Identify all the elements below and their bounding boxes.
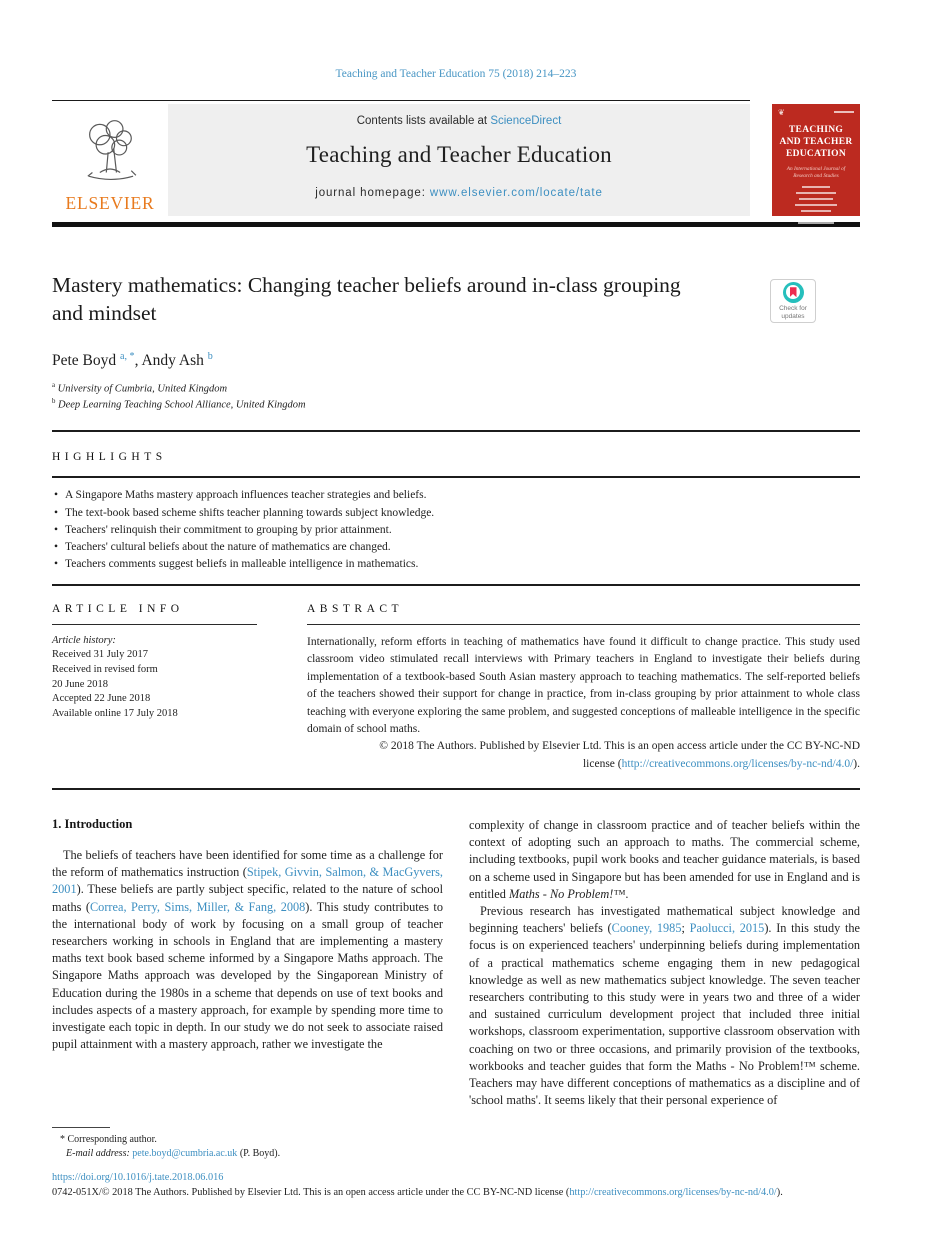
email-link[interactable]: pete.boyd@cumbria.ac.uk: [132, 1148, 238, 1160]
text-segment: complexity of change in classroom practice and of teacher beliefs within the context of adopting such an approach to maths. The commercial scheme, including textbooks, pupil work books and teacher guidance materials, is based on a scheme used in Singapore but has been amended for use in England and is entitled: [469, 817, 860, 901]
doi-link[interactable]: https://doi.org/10.1016/j.tate.2018.06.016: [52, 1171, 224, 1183]
text-segment: E-mail address:: [66, 1148, 133, 1160]
history-line: Received 31 July 2017: [52, 649, 148, 661]
citation-link-cooney-1985[interactable]: Cooney, 1985: [611, 921, 682, 936]
abstract-copyright: [307, 738, 860, 773]
text-segment: Pete Boyd: [52, 351, 121, 369]
highlight-item: • Teachers comments suggest beliefs in malleable intelligence in mathematics.: [54, 556, 860, 573]
history-line: Available online 17 July 2018: [52, 708, 178, 720]
citation-link-correa-2008[interactable]: Correa, Perry, Sims, Miller, & Fang, 2008: [89, 899, 306, 914]
cover-title: TEACHING AND TEACHER EDUCATION: [779, 125, 853, 159]
masthead-banner: [168, 104, 750, 216]
authors-line: [52, 351, 860, 370]
body-paragraph: [52, 847, 443, 1053]
journal-citation: Teaching and Teacher Education 75 (2018) 214–223: [335, 68, 577, 80]
text-segment: Contents lists available at: [356, 115, 491, 127]
article-history-label: Article history:: [52, 634, 116, 646]
text-segment: ). These beliefs are partly subject specific, related to the nature of school maths (: [52, 882, 443, 914]
citation-link-stipek-2001[interactable]: Stipek, Givvin, Salmon, & MacGyvers, 2001: [52, 865, 443, 897]
text-segment: 0742-051X/© 2018 The Authors. Published by Elsevier Ltd. This is an open access article under the CC BY-NC-ND license (: [52, 1186, 570, 1198]
history-line: Accepted 22 June 2018: [52, 693, 151, 705]
history-line: Received in revised form: [52, 664, 158, 676]
text-segment: Previous research has investigated mathematical subject knowledge and beginning teachers' beliefs (: [469, 903, 860, 936]
body-left-column: [52, 817, 443, 1162]
highlights-list: [54, 487, 860, 573]
text-segment: ).: [776, 1186, 783, 1198]
journal-cover-thumbnail: [772, 104, 860, 216]
divider-rule: [307, 624, 860, 625]
text-segment: ). In this study the focus is on experienced teachers' underpinning beliefs during implementation of a practical mathematics scheme engaging them in new pedagogical knowledge as well as new mathematics subject knowledge. The seven teacher researchers contributing to this study were in years two and three of a wider and sustained curriculum development project that included three initial workshops, classroom experimentation, supportive classroom observation with coaching on two or three occasions, and primarily provision of the textbooks, workbooks and teacher guides that form the Maths - No Problem!™ scheme. Teachers may have different conceptions of mathematics as a discipline and of 'school maths'. It seems likely that their personal experience of: [469, 921, 860, 1108]
footnote-block: [52, 1127, 443, 1162]
affiliation-line: [52, 397, 860, 413]
cover-tree-icon: ❦: [778, 108, 785, 117]
divider-rule: [52, 476, 860, 478]
cover-editor-lines: [778, 186, 854, 224]
cover-top-row: [778, 109, 854, 117]
journal-title: Teaching and Teacher Education: [306, 142, 612, 167]
cover-issue-line: [834, 111, 854, 113]
body-paragraph: [469, 903, 860, 1109]
highlight-item: • Teachers' cultural beliefs about the nature of mathematics are changed.: [54, 539, 860, 556]
page-footer: [52, 1171, 860, 1201]
abstract-text: Internationally, reform efforts in teaching of mathematics have found it difficult to change practice. This study used classroom video stimulated recall interviews with Primary teachers in England to investigate their beliefs during implementation of a textbook-based South Asian mastery approach to teaching mathematics. The self-reported beliefs of the teachers showed their support for change in practice, from in-class grouping by prior attainment to whole class teaching with everyone exploring the same problem, and suggested conceptions of malleable intelligence in the specific domain of school maths.: [307, 635, 860, 735]
contents-list-line: [168, 115, 750, 127]
article-history: [52, 634, 257, 722]
highlights-heading: HIGHLIGHTS: [52, 451, 167, 464]
masthead-bottom-bar: [52, 222, 860, 227]
check-for-updates-badge[interactable]: [770, 279, 816, 323]
text-segment: .: [625, 886, 629, 901]
sciencedirect-link[interactable]: ScienceDirect: [490, 115, 562, 127]
cc-license-link-footer[interactable]: http://creativecommons.org/licenses/by-nc-nd/4.0/: [569, 1186, 777, 1198]
body-paragraph: [469, 817, 860, 903]
history-line: 20 June 2018: [52, 678, 108, 690]
divider-rule: [52, 624, 257, 625]
divider-rule: [52, 584, 860, 586]
text-segment: , Andy Ash: [134, 351, 208, 369]
article-history-lines: [52, 648, 257, 721]
highlight-item: • Teachers' relinquish their commitment to grouping by prior attainment.: [54, 522, 860, 539]
elsevier-tree-icon: [77, 117, 143, 191]
text-segment: The beliefs of teachers have been identified for some time as a challenge for the reform of mathematics instruction (: [52, 847, 443, 880]
text-segment: b: [52, 398, 56, 406]
journal-homepage-line: [168, 187, 750, 199]
article-title: Mastery mathematics: Changing teacher beliefs around in-class grouping and mindset: [52, 273, 681, 326]
elsevier-wordmark: ELSEVIER: [65, 193, 155, 213]
abstract-heading: ABSTRACT: [307, 602, 404, 615]
text-segment: ;: [681, 921, 690, 936]
author-affil-ref-a[interactable]: a, *: [120, 350, 135, 362]
body-right-column: [469, 817, 860, 1162]
article-info-heading: ARTICLE INFO: [52, 602, 184, 615]
text-segment: ).: [853, 757, 860, 770]
license-line: [307, 756, 860, 773]
masthead-top-rule: [52, 100, 750, 101]
crossmark-icon: [783, 282, 804, 303]
text-segment: (P. Boyd).: [237, 1148, 281, 1160]
journal-homepage-link[interactable]: www.elsevier.com/locate/tate: [429, 187, 603, 199]
check-updates-label: Check for updates: [779, 304, 807, 320]
left-column-paragraphs: [52, 847, 443, 1053]
divider-rule: [52, 430, 860, 432]
section-heading-introduction: 1. Introduction: [52, 816, 133, 831]
email-address-line: [52, 1147, 443, 1162]
divider-rule: [52, 788, 860, 790]
affiliation-line: [52, 381, 860, 397]
text-segment: Deep Learning Teaching School Alliance, United Kingdom: [55, 399, 306, 411]
footnote-rule: [52, 1127, 110, 1128]
column-spacer: [257, 603, 307, 773]
elsevier-logo: [52, 104, 168, 216]
text-segment: ). This study contributes to the international body of work by focusing on a small group of teacher researchers working in schools in England that are implementing a mastery maths text book based scheme informed by a Singapore Maths approach. The Singapore Maths approach was developed by the Singaporean Ministry of Education during the 1980s in a scheme that depends on use of text books and includes aspects of a mastery approach, for example by spending more time to investigate each topic in depth. In our study we do not seek to associate raised pupil attainment with a mastery approach, rather we investigate the: [52, 899, 443, 1052]
citation-link-paolucci-2015[interactable]: Paolucci, 2015: [689, 921, 765, 936]
copyright-line: © 2018 The Authors. Published by Elsevier Ltd. This is an open access article under the CC BY-NC-ND: [379, 740, 860, 753]
masthead-gap: [750, 104, 772, 216]
text-segment: license (: [582, 757, 622, 770]
text-segment: University of Cumbria, United Kingdom: [55, 383, 228, 395]
affiliations: [52, 381, 860, 414]
text-segment: journal homepage:: [315, 187, 430, 199]
journal-masthead: [52, 104, 860, 216]
right-column-paragraphs: [469, 817, 860, 1109]
text-segment: a: [52, 381, 56, 389]
corresponding-author-note: * Corresponding author.: [60, 1133, 157, 1145]
highlight-item: • A Singapore Maths mastery approach influences teacher strategies and beliefs.: [54, 487, 860, 504]
text-segment: Maths - No Problem!™: [508, 886, 626, 901]
highlight-item: • The text-book based scheme shifts teacher planning towards subject knowledge.: [54, 505, 860, 522]
cover-subtitle: An International Journal of Research and Studies: [786, 165, 846, 179]
author-affil-ref-b[interactable]: b: [207, 350, 213, 362]
issn-copyright-line: [52, 1186, 860, 1201]
cc-license-link[interactable]: http://creativecommons.org/licenses/by-nc-nd/4.0/: [621, 757, 854, 770]
